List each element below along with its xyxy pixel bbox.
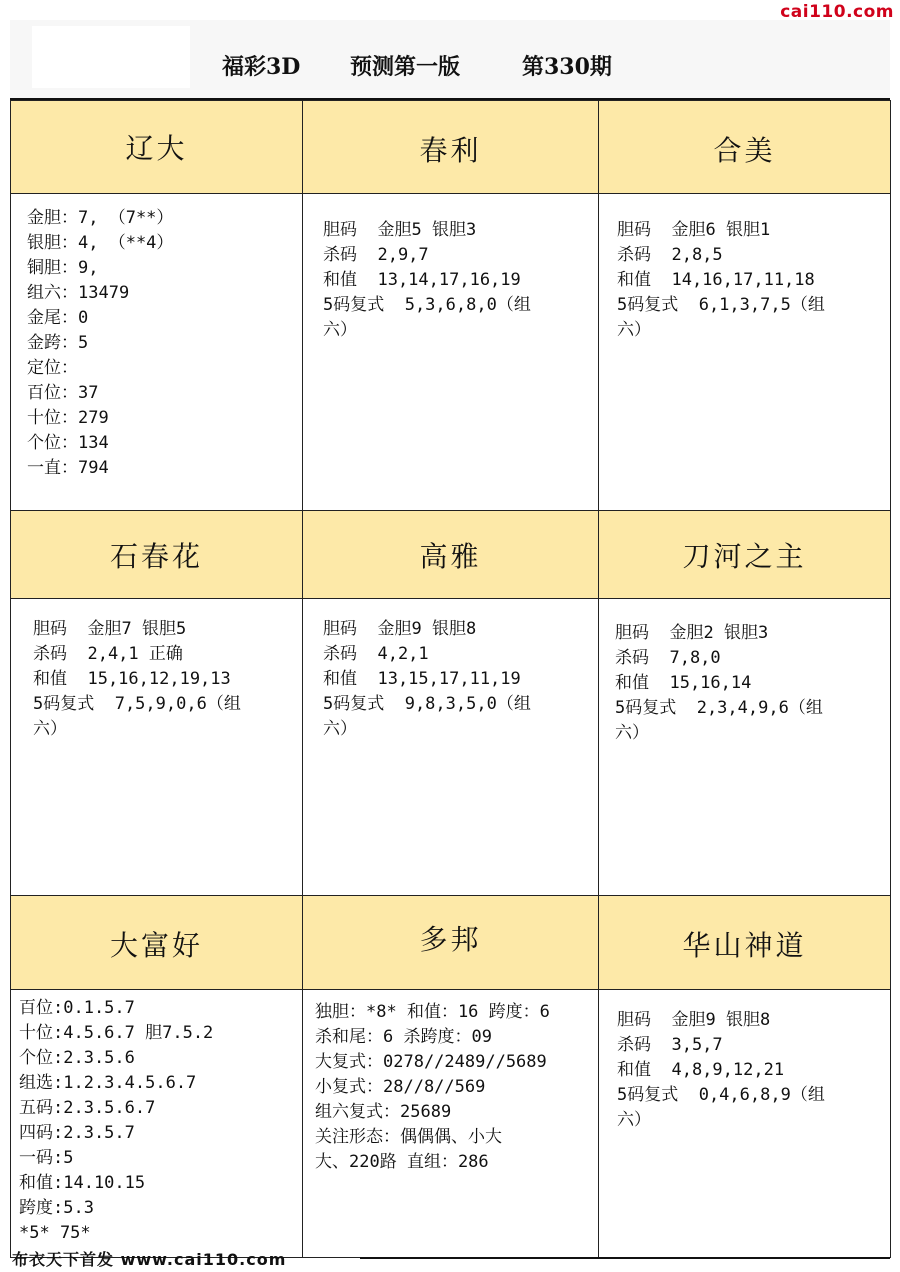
prediction-lines xyxy=(617,1008,890,1133)
predictor-name: 高雅 xyxy=(419,540,482,573)
prediction-line: 和值 4,8,9,12,21 xyxy=(617,1060,785,1080)
lottery-name: 福彩3D xyxy=(222,54,301,80)
prediction-line: 和值 15,16,12,19,13 xyxy=(33,669,231,689)
prediction-line: 关注形态：偶偶偶、小大 xyxy=(315,1127,502,1147)
prediction-line: 杀码 2,8,5 xyxy=(617,245,723,265)
prediction-line: 杀码 2,9,7 xyxy=(323,245,429,265)
predictor-name: 华山神道 xyxy=(682,929,807,962)
predictor-name: 春利 xyxy=(419,134,482,167)
prediction-line: 个位：134 xyxy=(27,433,109,453)
cell-header xyxy=(599,101,891,194)
prediction-line: 六） xyxy=(617,1110,651,1130)
prediction-line: 5码复式 5,3,6,8,0（组 xyxy=(323,295,531,315)
prediction-line: 杀码 3,5,7 xyxy=(617,1035,723,1055)
prediction-table xyxy=(10,100,891,1258)
prediction-line: 跨度:5.3 xyxy=(19,1198,94,1218)
prediction-line: 金跨：5 xyxy=(27,333,89,353)
prediction-lines xyxy=(19,996,302,1246)
prediction-line: 个位:2.3.5.6 xyxy=(19,1048,135,1068)
edition-label: 预测第一版 xyxy=(350,54,461,80)
prediction-line: 银胆：4, （**4） xyxy=(27,233,174,253)
prediction-line: 杀码 4,2,1 xyxy=(323,644,429,664)
header-blank-area xyxy=(32,26,190,88)
prediction-line: 定位： xyxy=(27,358,78,378)
prediction-line: 胆码 金胆9 银胆8 xyxy=(617,1010,771,1030)
prediction-line: 和值 13,15,17,11,19 xyxy=(323,669,521,689)
cell-header xyxy=(303,101,599,194)
cell-header xyxy=(303,511,599,599)
prediction-lines xyxy=(33,617,302,742)
cell-body xyxy=(599,990,891,1258)
prediction-line: 独胆：*8* 和值：16 跨度：6 xyxy=(315,1002,550,1022)
prediction-line: 六） xyxy=(323,320,357,340)
predictor-name: 辽大 xyxy=(125,132,188,165)
prediction-line: 5码复式 7,5,9,0,6（组 xyxy=(33,694,241,714)
prediction-line: 六） xyxy=(615,723,649,743)
cell-header xyxy=(599,896,891,990)
cell-body xyxy=(303,990,599,1258)
prediction-line: 一直：794 xyxy=(27,458,109,478)
prediction-line: 五码:2.3.5.6.7 xyxy=(19,1098,156,1118)
cell-body xyxy=(303,194,599,511)
prediction-line: 和值 14,16,17,11,18 xyxy=(617,270,815,290)
prediction-line: 杀和尾：6 杀跨度：09 xyxy=(315,1027,492,1047)
cell-header xyxy=(11,101,303,194)
footer-rule xyxy=(360,1257,890,1259)
cell-header xyxy=(303,896,599,990)
prediction-line: 杀码 2,4,1 正确 xyxy=(33,644,183,664)
prediction-line: 胆码 金胆6 银胆1 xyxy=(617,220,771,240)
prediction-line: 5码复式 9,8,3,5,0（组 xyxy=(323,694,531,714)
prediction-line: 5码复式 6,1,3,7,5（组 xyxy=(617,295,825,315)
prediction-lines xyxy=(315,1000,598,1175)
predictor-name: 石春花 xyxy=(109,540,203,573)
cell-body xyxy=(599,599,891,896)
cell-header xyxy=(11,896,303,990)
prediction-line: 四码:2.3.5.7 xyxy=(19,1123,135,1143)
cell-body xyxy=(11,194,303,511)
prediction-lines xyxy=(323,218,598,343)
prediction-line: 胆码 金胆9 银胆8 xyxy=(323,619,477,639)
prediction-line: 5码复式 2,3,4,9,6（组 xyxy=(615,698,823,718)
prediction-line: 六） xyxy=(323,719,357,739)
prediction-line: 一码:5 xyxy=(19,1148,74,1168)
site-logo[interactable]: cai110.com xyxy=(780,2,894,22)
prediction-line: 大复式：0278//2489//5689 xyxy=(315,1052,547,1072)
prediction-line: 六） xyxy=(33,719,67,739)
prediction-line: 和值 13,14,17,16,19 xyxy=(323,270,521,290)
prediction-lines xyxy=(615,621,890,746)
cell-header xyxy=(599,511,891,599)
prediction-line: 六） xyxy=(617,320,651,340)
prediction-line: 和值:14.10.15 xyxy=(19,1173,146,1193)
prediction-line: 百位:0.1.5.7 xyxy=(19,998,135,1018)
prediction-lines xyxy=(27,206,302,481)
prediction-line: 金胆：7, （7**） xyxy=(27,208,174,228)
cell-body xyxy=(11,990,303,1258)
prediction-line: 胆码 金胆2 银胆3 xyxy=(615,623,769,643)
predictor-name: 合美 xyxy=(713,134,776,167)
prediction-lines xyxy=(323,617,598,742)
cell-header xyxy=(11,511,303,599)
prediction-line: 5码复式 0,4,6,8,9（组 xyxy=(617,1085,825,1105)
footer-credit[interactable]: 布衣天下首发 www.cai110.com xyxy=(12,1250,287,1269)
prediction-line: 铜胆：9, xyxy=(27,258,99,278)
prediction-line: 组选:1.2.3.4.5.6.7 xyxy=(19,1073,197,1093)
predictor-name: 大富好 xyxy=(109,929,203,962)
prediction-line: 组六复式：25689 xyxy=(315,1102,452,1122)
issue-number: 第330期 xyxy=(522,54,612,80)
prediction-line: 十位:4.5.6.7 胆7.5.2 xyxy=(19,1023,214,1043)
prediction-line: 组六：13479 xyxy=(27,283,130,303)
prediction-line: 胆码 金胆5 银胆3 xyxy=(323,220,477,240)
prediction-line: 十位：279 xyxy=(27,408,109,428)
prediction-line: 大、220路 直组：286 xyxy=(315,1152,489,1172)
prediction-line: 金尾：0 xyxy=(27,308,89,328)
prediction-line: 和值 15,16,14 xyxy=(615,673,752,693)
cell-body xyxy=(303,599,599,896)
cell-body xyxy=(599,194,891,511)
prediction-lines xyxy=(617,218,890,343)
prediction-line: 小复式：28//8//569 xyxy=(315,1077,486,1097)
prediction-line: 百位：37 xyxy=(27,383,99,403)
cell-body xyxy=(11,599,303,896)
prediction-line: 杀码 7,8,0 xyxy=(615,648,721,668)
predictor-name: 多邦 xyxy=(419,923,482,956)
predictor-name: 刀河之主 xyxy=(682,540,807,573)
prediction-line: 胆码 金胆7 银胆5 xyxy=(33,619,187,639)
prediction-line: *5* 75* xyxy=(19,1223,91,1243)
